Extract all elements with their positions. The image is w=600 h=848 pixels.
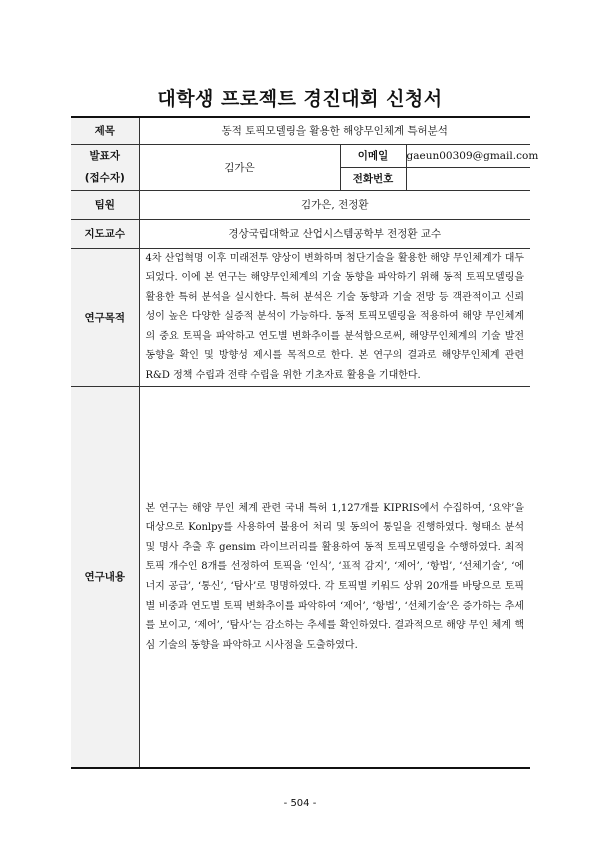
- content-label: 연구내용: [71, 386, 139, 768]
- email-label: 이메일: [340, 144, 406, 167]
- team-value: 김가은, 전정환: [139, 190, 530, 219]
- presenter-name: 김가은: [139, 144, 340, 190]
- subject-value: 동적 토픽모델링을 활용한 해양무인체계 특허분석: [139, 117, 530, 144]
- page-title: 대학생 프로젝트 경진대회 신청서: [157, 88, 443, 110]
- presenter-label-line2: (접수자): [84, 172, 125, 184]
- purpose-cell: [139, 248, 530, 386]
- phone-label: 전화번호: [340, 167, 406, 190]
- email-value: gaeun00309@gmail.com: [406, 144, 530, 167]
- advisor-label: 지도교수: [71, 219, 139, 248]
- advisor-row: [71, 219, 530, 248]
- purpose-label: 연구목적: [71, 248, 139, 386]
- presenter-label-line1: 발표자: [89, 150, 120, 162]
- subject-label: 제목: [71, 117, 139, 144]
- content-cell: [139, 386, 530, 768]
- application-form: [71, 116, 539, 769]
- presenter-row-email: [71, 144, 530, 167]
- subject-row: [71, 117, 530, 144]
- phone-value: [406, 167, 530, 190]
- content-text: 본 연구는 해양 무인 체계 관련 국내 특허 1,127개를 KIPRIS에서 수집하여, ‘요약’을 대상으로 Konlpy를 사용하여 불용어 처리 및 동의어 통일을 진행하였다. 형태소 분석 및 명사 추출 후 gensim 라이브러리를 활용하여 동적 토픽모델링을 수행하였다. 최적 토픽 개수인 8개를 선정하여 토픽을 ‘인식’, ‘표적 감지’, ‘제어’, ‘항법’, ‘선체기술’, ‘에너지 공급’, ‘통신’, ‘탐사’로 명명하였다. 각 토픽별 키워드 상위 20개를 바탕으로 토픽별 비중과 연도별 토픽 변화추이를 파악하여 ‘제어’, ‘항법’, ‘선체기술’은 증가하는 추세를 보이고, ‘제어’, ‘탐사’는 감소하는 추세를 확인하였다. 결과적으로 해양 무인 체계 핵심 기술의 동향을 파악하고 시사점을 도출하였다.: [145, 502, 525, 651]
- presenter-label: [71, 144, 139, 190]
- team-row: [71, 190, 530, 219]
- purpose-text: 4차 산업혁명 이후 미래전투 양상이 변화하며 첨단기술을 활용한 해양 무인체계가 대두되었다. 이에 본 연구는 해양무인체계의 기술 동향을 파악하기 위해 동적 토픽모델링을 활용한 특허 분석을 실시한다. 특허 분석은 기술 동향과 기술 전망 등 객관적이고 신뢰성이 높은 다양한 실증적 분석이 가능하다. 동적 토픽모델링을 적용하여 해양 무인체계의 중요 토픽을 파악하고 연도별 변화추이를 분석함으로써, 해양무인체계의 기술 발전동향을 확인 및 방향성 제시를 목적으로 한다. 본 연구의 결과로 해양무인체계 관련 R&D 정책 수립과 전략 수립을 위한 기초자료 활용을 기대한다.: [145, 252, 525, 382]
- page-number: - 504 -: [283, 798, 317, 809]
- team-label: 팀원: [71, 190, 139, 219]
- advisor-value: 경상국립대학교 산업시스템공학부 전정환 교수: [139, 219, 530, 248]
- purpose-row: [71, 248, 530, 386]
- content-row: [71, 386, 530, 768]
